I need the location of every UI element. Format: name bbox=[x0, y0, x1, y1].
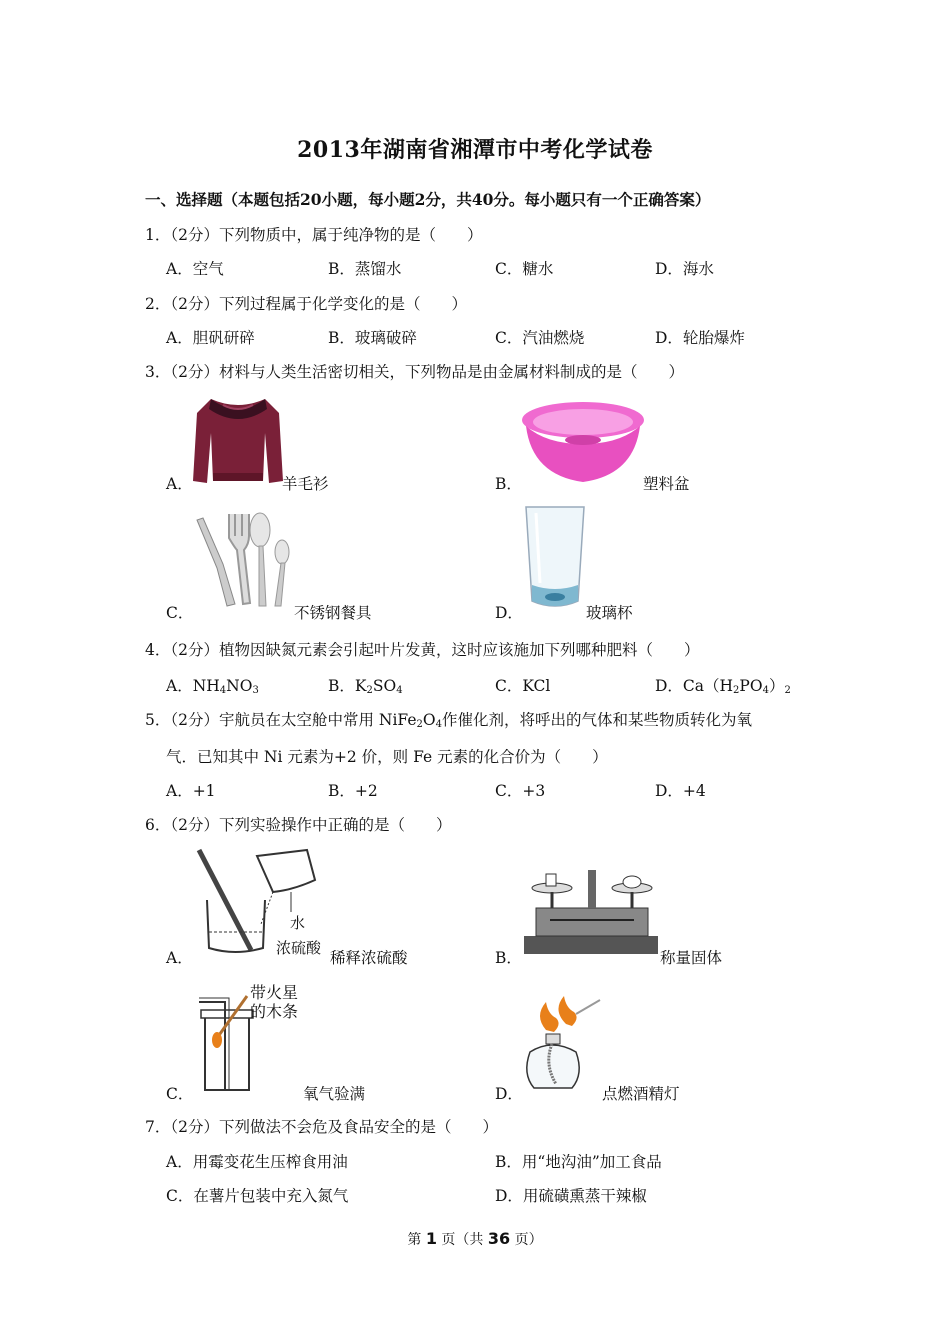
question-4-stem: 4．（2分）植物因缺氮元素会引起叶片发黄，这时应该施加下列哪种肥料（ ） bbox=[145, 641, 700, 659]
q1-option-c: C．糖水 bbox=[495, 260, 554, 278]
label-glowing-splint-2: 的木条 bbox=[250, 1002, 299, 1021]
q4-option-d: D．$Ca(H_2PO_4)_2$ bbox=[655, 677, 791, 696]
q3-option-a-letter: A． bbox=[166, 475, 193, 493]
q4-option-b: B．$K_2SO_4$ bbox=[328, 677, 403, 696]
cutlery-image bbox=[193, 508, 293, 610]
q5-option-a: A．+1 bbox=[166, 782, 216, 800]
q4-option-c: C．KCl bbox=[495, 677, 551, 695]
question-5-stem: 5．（2分）宇航员在太空舱中常用 $NiFe_2O_4$作催化剂，将呼出的气体和某些物质转化为氧 bbox=[145, 711, 752, 730]
section-heading: 一、选择题（本题包括20小题，每小题2分，共40分。每小题只有一个正确答案） bbox=[145, 190, 711, 209]
q7-option-c: C．在薯片包装中充入氮气 bbox=[166, 1187, 349, 1205]
q7-option-b: B．用“地沟油”加工食品 bbox=[495, 1153, 662, 1171]
q4-option-a: A．$NH_4NO_3$ bbox=[166, 677, 259, 696]
oxygen-test-diagram bbox=[195, 994, 257, 1096]
question-7-stem: 7．（2分）下列做法不会危及食品安全的是（ ） bbox=[145, 1118, 498, 1136]
q3-option-b-letter: B． bbox=[495, 475, 522, 493]
q2-option-b: B．玻璃破碎 bbox=[328, 329, 417, 347]
question-1-stem: 1．（2分）下列物质中，属于纯净物的是（ ） bbox=[145, 226, 483, 244]
q6-option-d-text: 点燃酒精灯 bbox=[602, 1085, 680, 1103]
q6-option-a-letter: A． bbox=[166, 949, 193, 967]
q3-option-c-text: 不锈钢餐具 bbox=[294, 604, 372, 622]
q3-option-c-letter: C． bbox=[166, 604, 194, 622]
page-footer: 第 1 页（共 36 页） bbox=[407, 1229, 543, 1248]
page-title: 2013年湖南省湘潭市中考化学试卷 bbox=[297, 137, 653, 163]
balance-scale-diagram bbox=[522, 866, 660, 958]
q2-option-d: D．轮胎爆炸 bbox=[655, 329, 745, 347]
alcohol-lamp-diagram bbox=[522, 994, 602, 1096]
q6-option-b-letter: B． bbox=[495, 949, 522, 967]
q1-option-d: D．海水 bbox=[655, 260, 714, 278]
q5-option-b: B．+2 bbox=[328, 782, 378, 800]
q3-option-d-letter: D． bbox=[495, 604, 523, 622]
q1-option-b: B．蒸馏水 bbox=[328, 260, 402, 278]
q5-option-c: C．+3 bbox=[495, 782, 546, 800]
current-page-number: 1 bbox=[425, 1229, 437, 1248]
question-2-stem: 2．（2分）下列过程属于化学变化的是（ ） bbox=[145, 295, 467, 313]
sweater-image bbox=[193, 393, 283, 485]
q2-option-c: C．汽油燃烧 bbox=[495, 329, 585, 347]
q6-option-d-letter: D． bbox=[495, 1085, 523, 1103]
question-6-stem: 6．（2分）下列实验操作中正确的是（ ） bbox=[145, 816, 452, 834]
question-5-line2: 气．已知其中 Ni 元素为+2 价，则 Fe 元素的化合价为（ ） bbox=[166, 748, 608, 766]
q3-option-a-text: 羊毛衫 bbox=[282, 475, 329, 493]
q6-option-c-letter: C． bbox=[166, 1085, 194, 1103]
glass-cup-image bbox=[522, 505, 588, 612]
total-pages: 36 bbox=[487, 1229, 511, 1248]
plastic-basin-image bbox=[520, 400, 646, 485]
q7-option-d: D．用硫磺熏蒸干辣椒 bbox=[495, 1187, 647, 1205]
q7-option-a: A．用霉变花生压榨食用油 bbox=[166, 1153, 348, 1171]
q3-option-b-text: 塑料盆 bbox=[643, 475, 690, 493]
q1-option-a: A．空气 bbox=[166, 260, 224, 278]
q6-option-c-text: 氧气验满 bbox=[303, 1085, 366, 1103]
question-3-stem: 3．（2分）材料与人类生活密切相关，下列物品是由金属材料制成的是（ ） bbox=[145, 363, 684, 381]
label-glowing-splint-1: 带火星 bbox=[250, 983, 299, 1002]
q6-option-b-text: 称量固体 bbox=[660, 949, 723, 967]
label-water: 水 bbox=[290, 914, 306, 932]
q5-option-d: D．+4 bbox=[655, 782, 706, 800]
label-conc-acid: 浓硫酸 bbox=[276, 939, 322, 957]
q6-option-a-text: 稀释浓硫酸 bbox=[330, 949, 408, 967]
q3-option-d-text: 玻璃杯 bbox=[586, 604, 633, 622]
q2-option-a: A．胆矾研碎 bbox=[166, 329, 255, 347]
